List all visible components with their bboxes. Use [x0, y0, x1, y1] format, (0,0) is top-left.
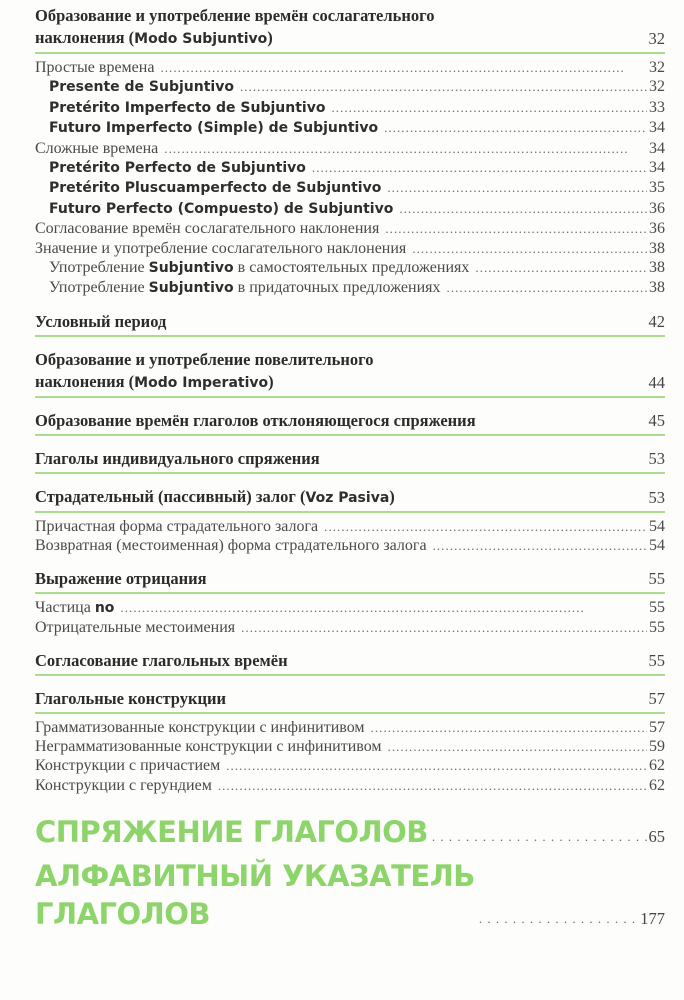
entry-text: Pretérito Imperfecto de Subjuntivo: [49, 99, 326, 116]
part-title-line: СПРЯЖЕНИЕ ГЛАГОЛОВ: [35, 815, 428, 850]
entry-label: [35, 139, 158, 158]
table-of-contents: [35, 5, 665, 933]
page-number: 32: [649, 59, 665, 76]
entry-text: Простые времена: [35, 59, 155, 76]
section-heading[interactable]: [35, 486, 665, 513]
page-number: 33: [649, 98, 665, 116]
entry-label: [35, 58, 154, 77]
leader-dots: [475, 258, 647, 277]
page-number: 54: [649, 537, 665, 555]
entry-label: [49, 159, 306, 178]
section-title-line: [35, 568, 649, 590]
page-number: 44: [648, 372, 665, 392]
title-text: Глаголы индивидуального спряжения: [35, 448, 320, 468]
entry-text: Конструкции с герундием: [35, 776, 212, 794]
leader-dots: [164, 139, 647, 158]
toc-section: [35, 650, 665, 676]
entry-label: [35, 598, 114, 618]
toc-section: [35, 448, 665, 474]
part-title: [35, 857, 475, 933]
page-number: 34: [649, 139, 665, 157]
part-heading[interactable]: [35, 813, 665, 851]
leader-dots: [312, 158, 647, 177]
entry-label: [49, 99, 325, 118]
toc-section: [35, 486, 665, 556]
page-number: 54: [649, 517, 665, 535]
entry-text: Употребление: [49, 279, 149, 297]
toc-entry[interactable]: [35, 737, 665, 756]
section-heading[interactable]: [35, 688, 665, 714]
leader-dots: [385, 219, 647, 238]
entry-text: Futuro Perfecto (Compuesto) de Subjuntivo: [49, 200, 394, 217]
section-title: [35, 688, 649, 710]
toc-section: [35, 311, 665, 337]
leader-dots: [331, 98, 647, 117]
title-text: Образование и употребление времён сослагательного: [35, 6, 435, 25]
leader-dots: [447, 278, 647, 297]
section-title: [35, 311, 649, 333]
page-number: 36: [649, 199, 665, 217]
subentry-list: [35, 517, 665, 556]
title-text: наклонения (: [35, 28, 135, 47]
page-number: 59: [649, 737, 665, 755]
leader-dots: [399, 199, 647, 218]
section-title-line: [35, 371, 649, 394]
section-heading[interactable]: [35, 410, 665, 436]
section-heading[interactable]: [35, 349, 665, 398]
toc-section: [35, 568, 665, 638]
title-text: Глагольные конструкции: [35, 688, 226, 708]
page-number: 57: [648, 688, 665, 708]
page-number: 38: [649, 239, 665, 257]
emphasis-text: no: [94, 599, 115, 616]
section-title: [35, 568, 649, 590]
entry-label: [35, 756, 220, 775]
toc-entry[interactable]: [35, 98, 665, 118]
emphasis-text: Subjuntivo: [148, 280, 234, 297]
subentry-list: [35, 718, 665, 796]
entry-text: Неграмматизованные конструкции с инфинитивом: [35, 737, 382, 755]
page-number: 36: [649, 220, 665, 238]
entry-text: Presente de Subjuntivo: [49, 79, 234, 96]
page-number: 42: [648, 311, 665, 331]
leader-dots: [433, 536, 647, 555]
toc-entry[interactable]: [35, 258, 665, 278]
title-text: Выражение отрицания: [35, 568, 207, 588]
entry-text: Конструкции с причастием: [35, 757, 221, 775]
toc-entry[interactable]: [35, 536, 665, 555]
title-text: ): [268, 371, 274, 391]
section-title: [35, 650, 649, 672]
entry-text: Отрицательные местоимения: [35, 619, 236, 637]
entry-label: [35, 737, 382, 756]
section-heading[interactable]: [35, 448, 665, 474]
leader-dots: [241, 618, 647, 637]
section-heading[interactable]: [35, 650, 665, 676]
title-text: Условный период: [35, 311, 167, 331]
entry-text: Сложные времена: [35, 139, 159, 157]
entry-text: в самостоятельных предложениях: [233, 259, 470, 277]
section-title: [35, 448, 649, 470]
leader-dots: [160, 58, 647, 77]
page-number: 57: [649, 718, 665, 736]
section-title: [35, 349, 649, 394]
page-number: 38: [649, 279, 665, 297]
page-number: 45: [648, 410, 665, 430]
page-number: 53: [648, 487, 665, 507]
entry-text: Употребление: [49, 259, 149, 277]
toc-entry[interactable]: [35, 139, 665, 158]
entry-text: Частица: [35, 598, 95, 616]
part-title-line: ГЛАГОЛОВ: [35, 897, 210, 932]
leader-dots: [324, 517, 647, 536]
emphasis-text: Subjuntivo: [148, 260, 234, 277]
entry-label: [49, 179, 381, 198]
leader-dots: [412, 239, 647, 258]
page-number: 35: [649, 179, 665, 197]
toc-entry[interactable]: [35, 178, 665, 198]
toc-entry[interactable]: [35, 718, 665, 737]
toc-entry[interactable]: [35, 517, 665, 536]
page-number: 62: [649, 776, 665, 794]
entry-label: [35, 219, 379, 238]
section-title: [35, 486, 649, 509]
leader-dots: [479, 911, 638, 927]
section-heading[interactable]: [35, 5, 665, 54]
entry-label: [49, 200, 393, 219]
entry-text: Pretérito Perfecto de Subjuntivo: [49, 160, 306, 177]
page-number: 55: [648, 650, 665, 670]
title-text: Страдательный (пассивный) залог (: [35, 486, 306, 506]
entry-label: [35, 718, 365, 737]
toc-entry[interactable]: [35, 77, 665, 97]
section-heading[interactable]: [35, 568, 665, 594]
toc-entry[interactable]: [35, 199, 665, 219]
leader-dots: [240, 77, 647, 96]
part-title: [35, 813, 428, 851]
entry-label: [35, 536, 427, 555]
toc-entry[interactable]: [35, 776, 665, 795]
toc-entry[interactable]: [35, 158, 665, 178]
entry-text: Возвратная (местоименная) форма страдательного залога: [35, 537, 427, 555]
page-number: 177: [640, 909, 665, 929]
leader-dots: [384, 118, 647, 137]
page-number: 62: [649, 757, 665, 775]
entry-text: в придаточных предложениях: [233, 279, 441, 297]
toc-entry[interactable]: [35, 598, 665, 618]
section-heading[interactable]: [35, 311, 665, 337]
page-number: 65: [648, 827, 665, 847]
entry-label: [35, 618, 235, 637]
leader-dots: [388, 737, 647, 756]
section-title-line: [35, 5, 649, 27]
entry-label: [49, 78, 234, 97]
section-title-line: [35, 650, 649, 672]
section-title-line: [35, 486, 649, 509]
entry-text: Причастная форма страдательного залога: [35, 517, 319, 535]
toc-entry[interactable]: [35, 58, 665, 77]
section-title: [35, 410, 649, 432]
toc-entry[interactable]: [35, 239, 665, 258]
section-title: [35, 5, 649, 50]
leader-dots: [218, 776, 647, 795]
entry-label: [49, 119, 378, 138]
title-text: наклонения (: [35, 371, 135, 391]
entry-label: [35, 517, 318, 536]
toc-section: [35, 349, 665, 398]
page-number: 34: [649, 119, 665, 137]
section-title-line: [35, 311, 649, 333]
leader-dots: [120, 598, 647, 617]
section-title-line: [35, 410, 649, 432]
page-number: 38: [649, 259, 665, 277]
entry-label: [49, 278, 441, 298]
entry-text: Futuro Imperfecto (Simple) de Subjuntivo: [49, 120, 379, 137]
part-title-line: АЛФАВИТНЫЙ УКАЗАТЕЛЬ: [35, 859, 475, 894]
leader-dots: [226, 756, 647, 775]
title-text: ): [389, 486, 395, 506]
entry-text: Значение и употребление сослагательного наклонения: [35, 239, 407, 257]
title-text: Согласование глагольных времён: [35, 650, 288, 670]
page-number: 55: [649, 619, 665, 637]
page-number: 55: [648, 568, 665, 588]
entry-text: Pretérito Pluscuamperfecto de Subjuntivo: [49, 180, 382, 197]
entry-text: Согласование времён сослагательного наклонения: [35, 220, 380, 238]
emphasis-text: Modo Subjuntivo: [134, 31, 268, 47]
subentry-list: [35, 598, 665, 638]
page-number: 53: [648, 448, 665, 468]
section-title-line: [35, 448, 649, 470]
toc-section: [35, 688, 665, 796]
page-number: 34: [649, 159, 665, 177]
toc-entry[interactable]: [35, 756, 665, 775]
section-title-line: [35, 349, 649, 371]
leader-dots: [432, 829, 647, 845]
title-text: ): [267, 28, 273, 47]
toc-section: [35, 410, 665, 436]
section-title-line: [35, 688, 649, 710]
emphasis-text: Modo Imperativo: [134, 374, 269, 391]
toc-entry[interactable]: [35, 618, 665, 637]
toc-entry[interactable]: [35, 219, 665, 238]
page-number: 32: [649, 78, 665, 96]
page-number: 32: [648, 29, 665, 48]
entry-label: [35, 776, 212, 795]
section-title-line: [35, 27, 649, 50]
entry-text: Грамматизованные конструкции с инфинитивом: [35, 718, 365, 736]
toc-section: [35, 5, 665, 299]
leader-dots: [371, 718, 647, 737]
entry-label: [49, 258, 469, 278]
page-number: 55: [649, 598, 665, 616]
part-heading[interactable]: [35, 857, 665, 933]
title-text: Образование и употребление повелительного: [35, 349, 374, 369]
entry-label: [35, 239, 406, 258]
emphasis-text: Voz Pasiva: [305, 489, 390, 506]
subentry-list: [35, 58, 665, 299]
toc-entry[interactable]: [35, 278, 665, 298]
leader-dots: [387, 178, 647, 197]
toc-entry[interactable]: [35, 118, 665, 138]
title-text: Образование времён глаголов отклоняющегося спряжения: [35, 410, 476, 430]
